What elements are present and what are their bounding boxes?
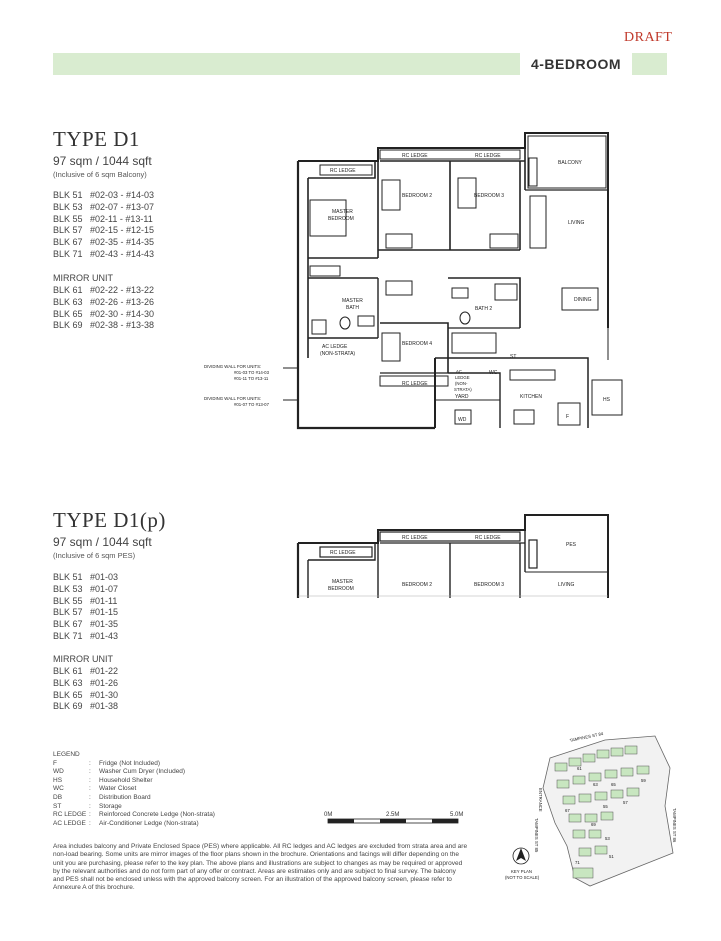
block-number: 53 [605, 836, 610, 841]
legend-heading: LEGEND [53, 751, 80, 758]
bedroom3-label: BEDROOM 3 [474, 582, 505, 588]
category-label: 4-BEDROOM [520, 53, 632, 75]
yard-label: YARD [455, 394, 469, 400]
legend-row: RC LEDGE : Reinforced Concrete Ledge (Non-strata) [53, 811, 215, 819]
legend-key: WC [53, 785, 64, 793]
pes-screen [529, 540, 537, 568]
kitchen-counter [452, 333, 496, 353]
type-d1-title: TYPE D1 [53, 127, 140, 151]
scale-segment [328, 819, 354, 823]
rc-ledge-label: RC LEDGE [402, 153, 428, 159]
ac-ledge-label: (NON-STRATA) [320, 351, 356, 357]
type-d1-area: 97 sqm / 1044 sqft [53, 154, 152, 168]
dividing-wall-label: DIVIDING WALL FOR UNITS: [204, 396, 262, 401]
type-d1-note: (Inclusive of 6 sqm Balcony) [53, 170, 147, 179]
unit-range: #01-35 [90, 619, 119, 630]
block-number: 51 [609, 854, 614, 859]
scale-segment [432, 819, 458, 823]
unit-row [53, 666, 118, 678]
block-number: 69 [591, 822, 596, 827]
wd-label: WD [458, 417, 467, 423]
legend-desc: Household Shelter [99, 776, 153, 784]
unit-range: #02-22 - #13-22 [90, 285, 155, 295]
unit-row [53, 202, 154, 214]
type-d1p-area: 97 sqm / 1044 sqft [53, 535, 152, 549]
unit-range: #01-03 [90, 572, 119, 582]
living-label: LIVING [558, 582, 575, 588]
unit-row [53, 190, 154, 202]
unit-row [53, 285, 154, 297]
master-bedroom-label: MASTER [332, 209, 353, 215]
legend-row: WC : Water Closet [53, 785, 137, 793]
legend-desc: Water Closet [99, 785, 137, 793]
type-d1p-mirror-heading: MIRROR UNIT [53, 654, 113, 664]
blk-label: BLK 53 [53, 583, 83, 594]
type-d1p-title: TYPE D1(p) [53, 508, 166, 532]
block-number: 59 [641, 778, 646, 783]
block-number: 65 [611, 782, 616, 787]
unit-range: #01-30 [90, 689, 119, 700]
shower-tray [312, 320, 326, 334]
unit-row [53, 619, 118, 631]
legend-desc: Distribution Board [99, 793, 151, 801]
blk-label: BLK 61 [53, 666, 83, 676]
rc-ledge-label: RC LEDGE [330, 168, 356, 174]
scale-label: 5.0M [450, 812, 464, 818]
key-plan-label: (NOT TO SCALE) [505, 875, 540, 880]
bedroom3-label: BEDROOM 3 [474, 193, 505, 199]
type-d1-floor-plan [190, 128, 650, 438]
road-label-top: TAMPINES ST 84 [569, 730, 604, 743]
site-boundary [543, 736, 673, 886]
scale-segment [380, 819, 406, 823]
blk-label: BLK 67 [53, 619, 83, 630]
dividing-wall-label: #01-07 TO #13-07 [234, 402, 269, 407]
bedroom2-label: BEDROOM 2 [402, 193, 433, 199]
rc-ledge-label: RC LEDGE [330, 550, 356, 556]
unit-row [53, 678, 118, 690]
dining-label: DINING [574, 297, 592, 303]
blk-label: BLK 51 [53, 190, 83, 200]
bath2-label: BATH 2 [475, 306, 493, 312]
type-d1-mirror-heading: MIRROR UNIT [53, 273, 113, 283]
unit-range: #01-26 [90, 677, 119, 688]
legend-row: HS : Household Shelter [53, 776, 153, 784]
balcony-label: BALCONY [558, 160, 582, 166]
legend-row: ST : Storage [53, 802, 122, 810]
unit-row [53, 631, 118, 643]
unit-range: #02-26 - #13-26 [90, 296, 155, 307]
unit-row [53, 690, 118, 702]
block-number: 71 [575, 860, 580, 865]
legend-row: F : Fridge (Not Included) [53, 759, 161, 767]
unit-range: #02-07 - #13-07 [90, 201, 155, 212]
block-number: 57 [623, 800, 628, 805]
disclaimer-text: Area includes balcony and Private Enclosed Space (PES) where applicable. All RC ledges and AC ledges are excluded from strata area and are non-load bearing. Some units are mirror images of the floor plans shown in the brochure. Orientations and facings will differ depending on the unit you are purchasing, please refer to the key plan. The above plans and illustrations are subject to changes as may be required or approved by the relevant authorities and do not form part of any offer or contract. Areas are estimates only and are subject to final survey. The balcony and PES shall not be enclosed unless with the approved balcony screen. For an illustration of the approved balcony screen, please refer to Annexure A of this brochure. [53, 843, 468, 892]
legend-row: AC LEDGE : Air-Conditioner Ledge (Non-strata) [53, 819, 199, 827]
blk-label: BLK 57 [53, 225, 83, 236]
legend-key: F [53, 759, 57, 767]
wc-label: WC [489, 370, 498, 376]
unit-range: #01-15 [90, 607, 119, 618]
toilet [340, 317, 350, 329]
key-plan-label: KEY PLAN [511, 869, 532, 874]
dividing-wall-label: DIVIDING WALL FOR UNITS: [204, 364, 262, 369]
legend-key: WD [53, 768, 64, 776]
rc-ledge-label: RC LEDGE [402, 535, 428, 541]
balcony-screen [529, 158, 537, 186]
blk-label: BLK 65 [53, 689, 83, 700]
scale-label: 0M [324, 812, 333, 818]
legend-desc: Storage [99, 802, 122, 810]
bedroom2-label: BEDROOM 2 [402, 582, 433, 588]
shower [495, 284, 517, 300]
road-label-right: TAMPINES ST 86 [672, 808, 677, 843]
type-d1-mirror-list [53, 285, 154, 332]
unit-row [53, 584, 118, 596]
unit-row [53, 214, 154, 226]
unit-row [53, 572, 118, 584]
stove [514, 410, 534, 424]
entrance-label: ENTRANCE [538, 788, 543, 812]
unit-range: #02-35 - #14-35 [90, 237, 155, 248]
kitchen-label: KITCHEN [520, 394, 542, 400]
ac-ledge-v-label: AC [456, 369, 462, 374]
ac-ledge-v-label: LEDGE [455, 375, 470, 380]
type-d1p-unit-list [53, 572, 118, 643]
block-number: 63 [593, 782, 598, 787]
type-d1-unit-list [53, 190, 154, 261]
blk-label: BLK 55 [53, 213, 83, 224]
blk-label: BLK 65 [53, 308, 83, 319]
scale-label: 2.5M [386, 812, 400, 818]
ac-ledge-label: AC LEDGE [322, 344, 348, 350]
wardrobe [386, 281, 412, 295]
unit-row [53, 320, 154, 332]
unit-range: #02-11 - #13-11 [90, 213, 153, 224]
blk-label: BLK 71 [53, 630, 83, 641]
wardrobe [310, 266, 340, 276]
legend-row: DB : Distribution Board [53, 793, 151, 801]
legend-key: RC LEDGE [53, 811, 87, 819]
draft-label: DRAFT [624, 30, 673, 45]
unit-range: #02-15 - #12-15 [90, 225, 155, 236]
unit-range: #01-38 [90, 701, 119, 712]
bed4 [382, 333, 400, 361]
unit-range: #01-07 [90, 583, 119, 594]
unit-row [53, 225, 154, 237]
outer-wall-left [298, 161, 435, 428]
unit-row [53, 596, 118, 608]
master-bedroom-label: MASTER [332, 579, 353, 585]
blk-label: BLK 61 [53, 285, 83, 295]
st-label: ST [510, 354, 517, 360]
wall-bath2 [448, 278, 520, 328]
legend-key: AC LEDGE [53, 819, 86, 827]
unit-row [53, 297, 154, 309]
unit-row [53, 607, 118, 619]
master-bedroom-label: BEDROOM [328, 216, 354, 222]
master-bath-label: BATH [346, 305, 359, 311]
bedroom4-label: BEDROOM 4 [402, 341, 433, 347]
legend-desc: Fridge (Not Included) [99, 759, 161, 767]
blk-label: BLK 69 [53, 701, 83, 712]
unit-range: #01-11 [90, 595, 118, 606]
blk-label: BLK 63 [53, 677, 83, 688]
blk-label: BLK 51 [53, 572, 83, 582]
unit-row [53, 237, 154, 249]
master-bath-label: MASTER [342, 298, 363, 304]
wardrobe [386, 234, 412, 248]
hs-label: HS [603, 397, 610, 403]
rc-ledge-label: RC LEDGE [475, 535, 501, 541]
key-plan [495, 728, 695, 888]
unit-range: #01-43 [90, 630, 119, 641]
legend-desc: Reinforced Concrete Ledge (Non-strata) [99, 811, 215, 819]
blk-label: BLK 67 [53, 237, 83, 248]
north-arrow-icon [513, 848, 529, 864]
dividing-wall-label: #01-03 TO #14-03 [234, 370, 269, 375]
legend-desc: Air-Conditioner Ledge (Non-strata) [99, 819, 199, 827]
legend-key: ST [53, 802, 62, 810]
road-label-left: TAMPINES ST 85 [534, 818, 539, 853]
dividing-wall-label: #01-11 TO #13-11 [234, 376, 269, 381]
blk-label: BLK 63 [53, 296, 83, 307]
fridge-label: F [566, 414, 570, 420]
scale-bar [320, 808, 470, 830]
blk-label: BLK 57 [53, 607, 83, 618]
unit-range: #02-38 - #13-38 [90, 320, 155, 331]
legend-desc: Washer Cum Dryer (Included) [99, 768, 186, 776]
blk-label: BLK 53 [53, 201, 83, 212]
bed2 [382, 180, 400, 210]
ac-ledge-v-label: STRATA) [454, 387, 472, 392]
unit-row [53, 701, 118, 713]
unit-row [53, 249, 154, 261]
blk-label: BLK 69 [53, 320, 83, 331]
legend-key: DB [53, 793, 63, 801]
pes-label: PES [566, 542, 577, 548]
ac-ledge-v-label: (NON- [455, 381, 468, 386]
kitchen-top-counter [510, 370, 555, 380]
unit-range: #02-03 - #14-03 [90, 190, 155, 200]
block-number: 55 [603, 804, 608, 809]
toilet [460, 312, 470, 324]
basin [452, 288, 468, 298]
sofa [530, 196, 546, 248]
unit-row [53, 309, 154, 321]
blk-label: BLK 55 [53, 595, 83, 606]
basin [358, 316, 374, 326]
wall-bed4 [380, 323, 448, 373]
block-number: 61 [577, 766, 582, 771]
unit-range: #01-22 [90, 666, 119, 676]
living-label: LIVING [568, 220, 585, 226]
legend [53, 751, 215, 828]
wardrobe [490, 234, 518, 248]
type-d1p-note: (Inclusive of 6 sqm PES) [53, 551, 136, 560]
type-d1p-floor-plan [290, 510, 620, 600]
unit-range: #02-30 - #14-30 [90, 308, 155, 319]
master-bedroom-label: BEDROOM [328, 586, 354, 592]
rc-ledge-label: RC LEDGE [475, 153, 501, 159]
legend-row: WD : Washer Cum Dryer (Included) [53, 768, 186, 776]
blk-label: BLK 71 [53, 248, 83, 259]
unit-range: #02-43 - #14-43 [90, 248, 155, 259]
legend-key: HS [53, 776, 63, 784]
rc-ledge-label: RC LEDGE [402, 381, 428, 387]
block-number: 67 [565, 808, 570, 813]
type-d1p-mirror-list [53, 666, 118, 713]
